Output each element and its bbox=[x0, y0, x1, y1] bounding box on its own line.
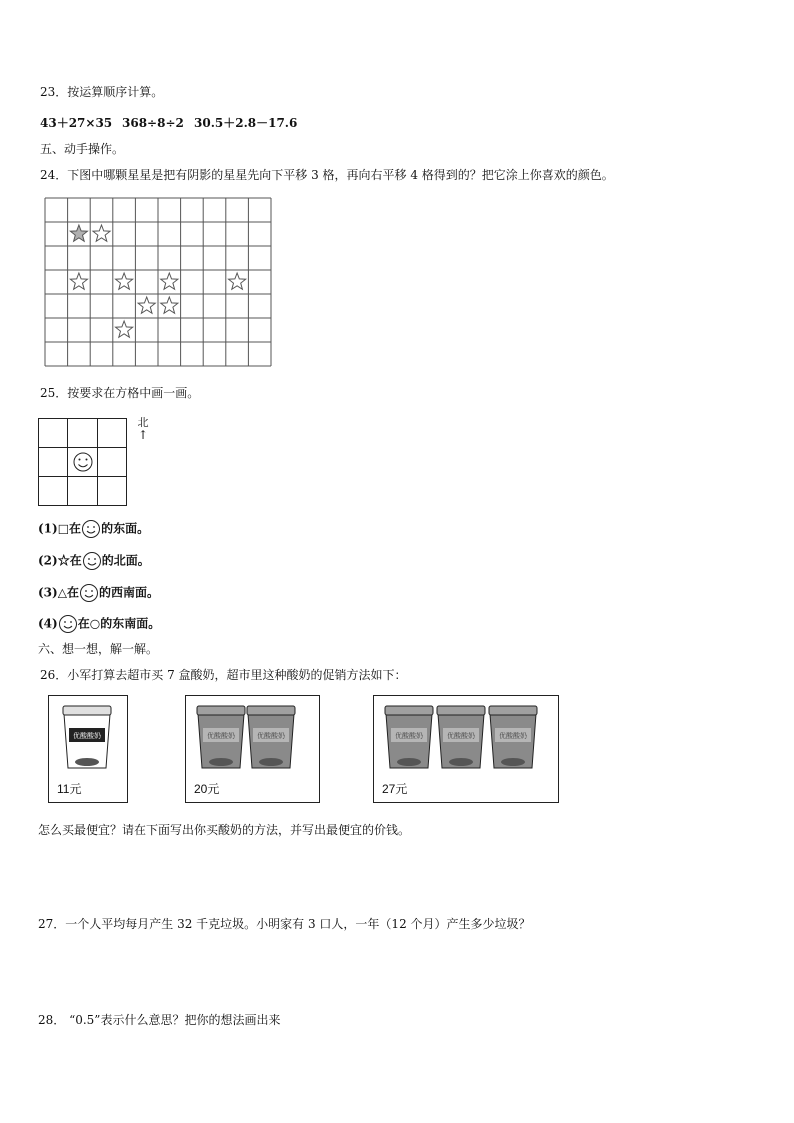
yogurt-cup-icon bbox=[247, 706, 295, 768]
q25-item-1 bbox=[38, 519, 149, 539]
q25-item-post: 的北面。 bbox=[101, 553, 150, 568]
direction-grid bbox=[38, 418, 128, 508]
q26-question: 怎么买最便宜？请在下面写出你买酸奶的方法，并写出最便宜的价钱。 bbox=[38, 823, 411, 837]
svg-text:优酸酸奶: 优酸酸奶 bbox=[447, 732, 475, 740]
star-icon bbox=[116, 321, 133, 337]
smiley-icon bbox=[81, 519, 101, 539]
yogurt-cup-icon bbox=[385, 706, 433, 768]
q25-item-3 bbox=[38, 583, 159, 603]
svg-text:优酸酸奶: 优酸酸奶 bbox=[73, 732, 101, 740]
q25-item-2 bbox=[38, 551, 150, 571]
q25-item-num: (2) bbox=[38, 553, 58, 568]
north-indicator bbox=[136, 414, 150, 440]
north-arrow-icon: ↑ bbox=[137, 428, 149, 442]
offer-card-2 bbox=[185, 695, 320, 803]
q25-item-num: (4) bbox=[38, 616, 58, 631]
svg-text:优酸酸奶: 优酸酸奶 bbox=[499, 732, 527, 740]
q23-expr-3: 30.5＋2.8－17.6 bbox=[194, 116, 298, 130]
yogurt-cups-image bbox=[186, 696, 319, 776]
star-icon bbox=[229, 273, 246, 289]
smiley-icon bbox=[79, 583, 99, 603]
q25-item-pre: △在 bbox=[57, 585, 79, 600]
q23-expr-2: 368÷8÷2 bbox=[122, 116, 184, 130]
q28-title: 28． “0.5”表示什么意思？把你的想法画出来 bbox=[38, 1013, 281, 1027]
q27-title: 27．一个人平均每月产生 32 千克垃圾。小明家有 3 口人，一年（12 个月）产生多少垃圾？ bbox=[38, 917, 531, 931]
svg-text:优酸酸奶: 优酸酸奶 bbox=[395, 732, 423, 740]
star-icon bbox=[93, 225, 110, 241]
q24-title: 24．下图中哪颗星星是把有阴影的星星先向下平移 3 格，再向右平移 4 格得到的？把它涂上你喜欢的颜色。 bbox=[40, 168, 614, 182]
shaded-star-icon bbox=[70, 225, 87, 241]
star-icon bbox=[70, 273, 87, 289]
svg-text:优酸酸奶: 优酸酸奶 bbox=[257, 732, 285, 740]
q25-item-4 bbox=[38, 614, 160, 634]
yogurt-cup-icon bbox=[489, 706, 537, 768]
q25-item-num: (3) bbox=[38, 585, 58, 600]
yogurt-cup-icon bbox=[63, 706, 111, 768]
q23-title: 23．按运算顺序计算。 bbox=[40, 85, 164, 99]
offer-card-3 bbox=[373, 695, 559, 803]
q25-item-pre: □在 bbox=[57, 521, 82, 536]
q26-title: 26．小军打算去超市买 7 盒酸奶，超市里这种酸奶的促销方法如下： bbox=[40, 668, 407, 682]
smiley-icon bbox=[58, 614, 78, 634]
q25-title: 25．按要求在方格中画一画。 bbox=[40, 386, 200, 400]
q25-item-post: 在○的东南面。 bbox=[77, 616, 161, 631]
q25-item-num: (1) bbox=[38, 521, 58, 536]
q25-item-post: 的东面。 bbox=[101, 521, 150, 536]
q25-item-pre: ☆在 bbox=[57, 553, 82, 568]
star-icon bbox=[161, 297, 178, 313]
svg-text:优酸酸奶: 优酸酸奶 bbox=[207, 732, 235, 740]
smiley-icon bbox=[82, 551, 102, 571]
north-label: 北 bbox=[137, 416, 149, 429]
yogurt-cup-icon bbox=[197, 706, 245, 768]
offer-price: 20元 bbox=[194, 782, 220, 796]
section-5-heading: 五、动手操作。 bbox=[40, 142, 125, 156]
yogurt-cups-image bbox=[49, 696, 127, 776]
offer-card-1 bbox=[48, 695, 128, 803]
section-6-heading: 六、想一想，解一解。 bbox=[38, 642, 159, 656]
star-grid bbox=[44, 197, 272, 369]
star-icon bbox=[138, 297, 155, 313]
yogurt-cup-icon bbox=[437, 706, 485, 768]
star-icon bbox=[116, 273, 133, 289]
yogurt-cups-image bbox=[374, 696, 558, 776]
q23-expr-1: 43＋27×35 bbox=[40, 116, 113, 130]
q25-item-post: 的西南面。 bbox=[98, 585, 159, 600]
star-icon bbox=[161, 273, 178, 289]
smiley-icon bbox=[74, 453, 92, 471]
offer-price: 27元 bbox=[382, 782, 408, 796]
offer-price: 11元 bbox=[57, 782, 82, 796]
